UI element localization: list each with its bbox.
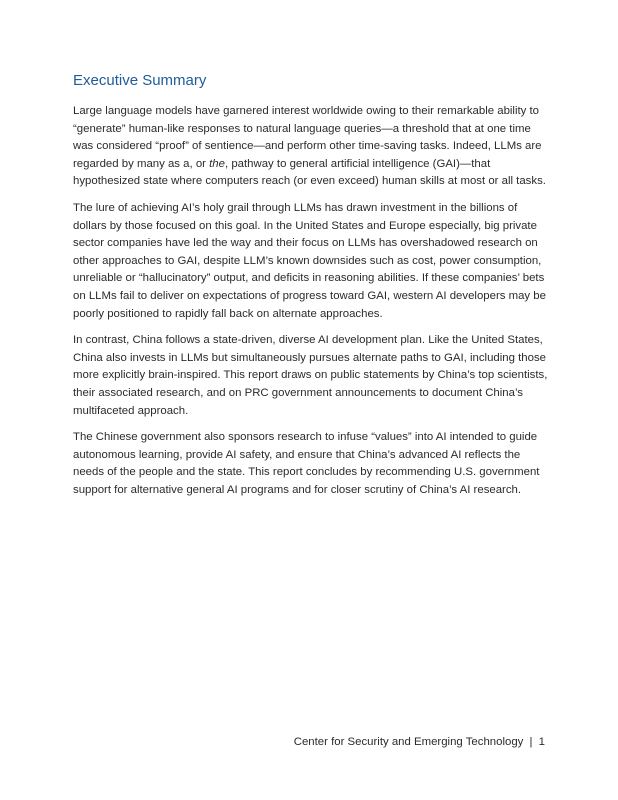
page-number: 1 [538,736,545,748]
footer-separator: | [529,736,533,748]
paragraph-1-emphasis: the [209,157,225,170]
paragraph-1-text-end: , pathway to general artificial intelligence (GAI)—that hypothesized state where computers reach (or even exceed) human skills at most or all tasks. [73,157,546,188]
paragraph-1-text-start: Large language models have garnered interest worldwide owing to their remarkable ability to “generate” human-like responses to natural language queries—a threshold that at one time was considered “proof” of sentience—and perform other time-saving tasks. Indeed, LLMs are regarded by many as a, or [73,105,542,170]
paragraph-1 [73,103,551,191]
section-heading: Executive Summary [73,72,207,89]
body-text [73,103,551,508]
footer-organization: Center for Security and Emerging Technology [293,736,524,748]
page-footer [294,734,545,750]
paragraph-4: The Chinese government also sponsors research to infuse “values” into AI intended to guide autonomous learning, provide AI safety, and ensure that China’s advanced AI reflects the needs of the people and the state. This report concludes by recommending U.S. government support for alternative general AI programs and for closer scrutiny of China’s AI research. [73,431,540,496]
paragraph-3: In contrast, China follows a state-driven, diverse AI development plan. Like the United States, China also invests in LLMs but simultaneously pursues alternate paths to GAI, including those more explicitly brain-inspired. This report draws on public statements by China’s top scientists, their associated research, and on PRC government announcements to document China’s multifaceted approach. [73,334,548,417]
paragraph-2: The lure of achieving AI’s holy grail through LLMs has drawn investment in the billions of dollars by those focused on this goal. In the United States and Europe especially, big private sector companies have led the way and their focus on LLMs has overshadowed research on other approaches to GAI, despite LLM’s known downsides such as cost, power consumption, unreliable or “hallucinatory” output, and deficits in reasoning abilities. If these companies’ bets on LLMs fail to deliver on expectations of progress toward GAI, western AI developers may be poorly positioned to rapidly fall back on alternate approaches. [73,201,546,320]
